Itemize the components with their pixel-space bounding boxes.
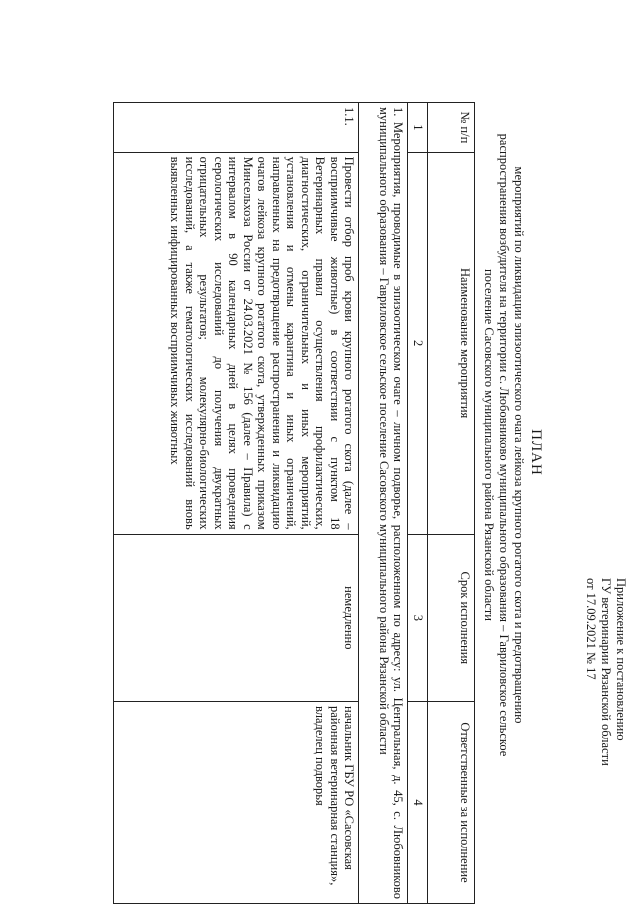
approval-line-1: Приложение к постановлению bbox=[614, 578, 628, 741]
row-measure: Провести отбор проб крови крупного рогатого скота (далее – восприимчивые животные) в соответствии с пунктом 18 Ветеринарных правил осуществления профилактических, диагностических, ограничительных и иных мероприятий, установления и отмены карантина и иных ограничений, направленных на предотвращение распространения и ликвидацию очагов лейкоза крупного рогатого скота, утвержденных приказом Минсельхоза России от 24.03.2021 № 156 (далее – Правила) с интервалом в 90 календарных дней в целях проведения серологических исследований до получения двукратных отрицательных результатов; молекулярно-биологических исследований, а также гематологических исследований вновь выявленных инфицированных восприимчивых животных bbox=[114, 152, 359, 534]
column-number: 3 bbox=[408, 534, 428, 701]
approval-line-2: ГУ ветеринарии Рязанской области bbox=[599, 578, 613, 766]
column-number-row bbox=[408, 103, 428, 904]
column-number: 1 bbox=[408, 103, 428, 153]
document-title: ПЛАН bbox=[528, 429, 544, 476]
header-responsible: Ответственные за исполнение bbox=[428, 702, 475, 904]
plan-table bbox=[114, 102, 476, 904]
row-number: 1.1. bbox=[114, 103, 359, 153]
header-number: № п/п bbox=[428, 103, 475, 153]
column-number: 4 bbox=[408, 702, 428, 904]
document-subtitle: мероприятий по ликвидации эпизоотического очага лейкоза крупного рогатого скота и предотвращению распространения возбудителя на территории с. Любовниково муниципального образования – Гавриловское сельское поселение Сасовского муниципального района Рязанской области bbox=[482, 133, 526, 757]
header-measure: Наименование мероприятия bbox=[428, 152, 475, 534]
column-number: 2 bbox=[408, 152, 428, 534]
approval-stamp bbox=[583, 578, 628, 766]
table-header-row bbox=[428, 103, 475, 904]
row-responsible: начальник ГБУ РО «Сасовская районная ветеринарная станция», владелец подворья bbox=[114, 702, 359, 904]
approval-line-3: от 17.09.2021 № 17 bbox=[584, 578, 598, 680]
header-deadline: Срок исполнения bbox=[428, 534, 475, 701]
table-row bbox=[114, 103, 359, 904]
row-deadline: немедленно bbox=[114, 534, 359, 701]
section-row bbox=[359, 103, 408, 904]
section-heading: 1. Мероприятия, проводимые в эпизоотическом очаге – личном подворье, расположенном по адресу: ул. Центральная, д. 45, с. Любовниково муниципального образования – Гавриловское сельское поселение Сасовского муниципального района Рязанской области bbox=[359, 103, 408, 904]
